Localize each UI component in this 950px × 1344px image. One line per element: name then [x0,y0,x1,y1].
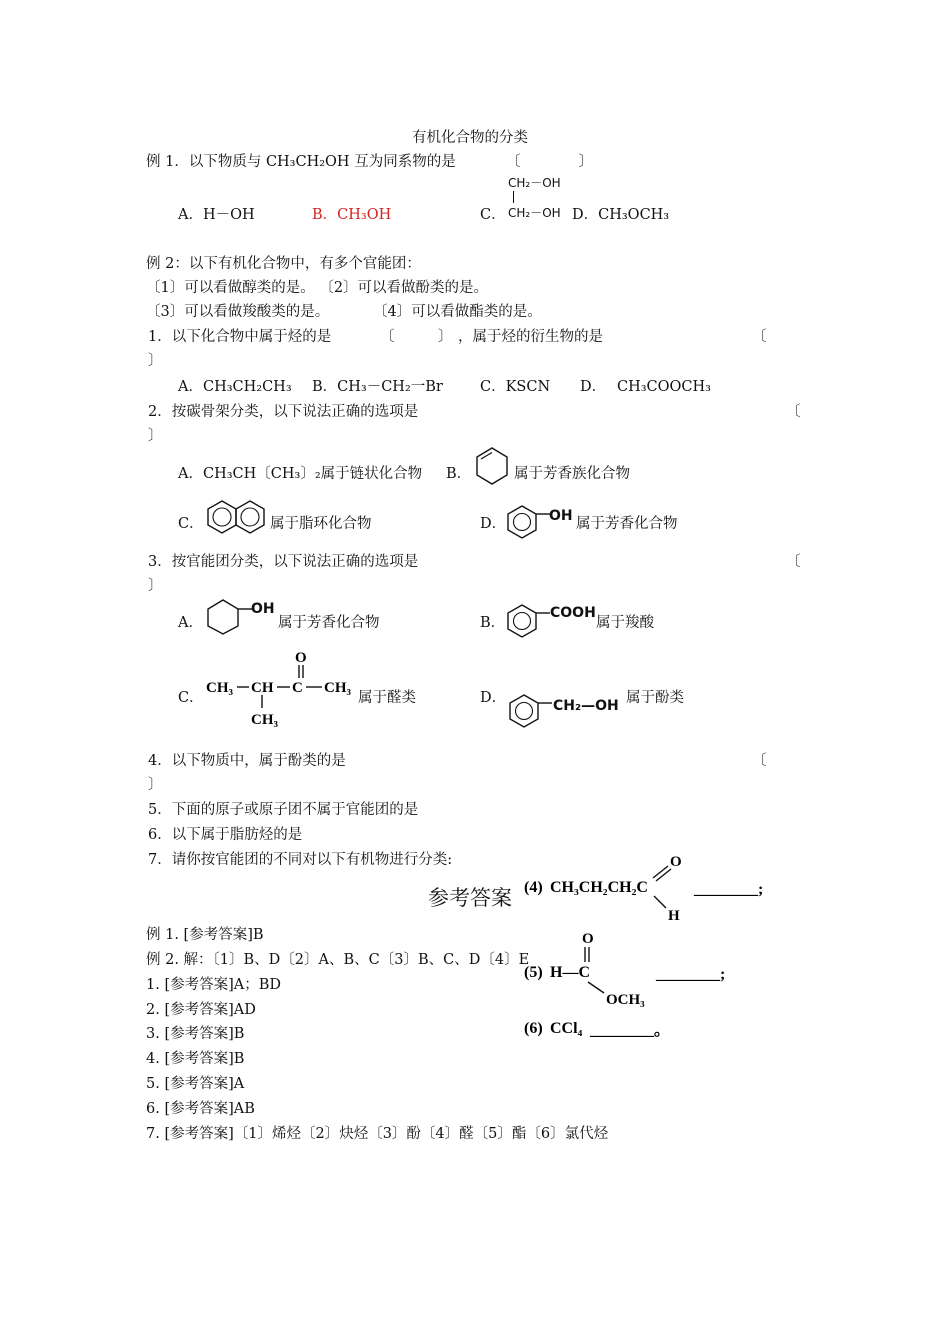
question-1-paren-open: 〔 [752,329,767,345]
butanone-structure [204,644,356,728]
butanone-ch: CH [251,680,274,696]
question-2-option-a: A．CH₃CH〔CH₃〕₂属于链状化合物 [178,466,423,482]
butanone-ch3-bottom: CH₃ [251,712,278,728]
question-4-paren-open: 〔 [752,753,767,769]
answer-6: 6. [参考答案]AB [146,1101,255,1117]
methyl-formate-structure [522,926,752,1012]
question-4-paren-close: 〕 [148,777,163,793]
item-5-och3: OCH₃ [606,992,645,1008]
benzoic-acid-structure [506,602,556,638]
example-1-option-c-line1: CH₂－OH [508,176,561,190]
question-3-option-b-text: 属于羧酸 [596,615,654,631]
question-5-stem: 5．下面的原子或原子团不属于官能团的是 [148,802,419,818]
question-1-option-b: B．CH₃－CH₂一Br [312,379,443,395]
example-1-option-b: B．CH₃OH [312,207,392,223]
butanone-c: C [292,680,303,696]
carbon-tetrachloride-item [522,1014,692,1044]
answer-3: 3. [参考答案]B [146,1026,245,1042]
question-2-option-d-text: 属于芳香化合物 [576,516,678,532]
item-5-label: (5) [524,964,543,981]
question-3-paren-close: 〕 [148,578,163,594]
butanal-structure [522,848,782,924]
question-3-option-a-text: 属于芳香化合物 [278,615,380,631]
question-3-option-d-letter: D． [480,690,507,706]
item-4-o: O [670,854,682,870]
question-1-option-d-formula: CH₃COOCH₃ [617,379,711,395]
question-3-option-a-letter: A． [178,615,203,631]
question-2-option-b-letter: B． [446,466,472,482]
item-5-o: O [582,931,594,947]
example-2-line-1: 〔1〕可以看做醇类的是。 〔2〕可以看做酚类的是。 [146,280,489,296]
example-2-line-2a: 〔3〕可以看做羧酸类的是。 [146,304,330,320]
question-4-stem: 4．以下物质中，属于酚类的是 [148,753,346,769]
question-3-option-d-group: CH₂—OH [553,698,619,714]
answer-1: 1. [参考答案]A；BD [146,977,282,993]
answer-5: 5. [参考答案]A [146,1076,245,1092]
example-1-paren: 〔 〕 [506,154,593,170]
question-1-option-d: D． [580,379,607,395]
question-7-stem: 7．请你按官能团的不同对以下有机物进行分类: [148,852,453,868]
question-2-option-d-group: OH [549,508,573,524]
item-6-formula: CCl₄ [550,1020,583,1037]
example-1-option-c-letter: C． [480,207,506,223]
question-2-option-c-letter: C． [178,516,204,532]
item-4-blank: ________; [694,881,764,898]
question-3-option-b-group: COOH [550,605,596,621]
example-1-option-c-line2: CH₂－OH [508,206,561,220]
question-1-option-c: C．KSCN [480,379,551,395]
item-4-h: H [668,908,680,924]
question-6-stem: 6．以下属于脂肪烃的是 [148,827,303,843]
page-title: 有机化合物的分类 [412,130,528,146]
question-3-option-c-letter: C． [178,690,204,706]
question-2-option-c-text: 属于脂环化合物 [270,516,372,532]
question-3-paren-open: 〔 [786,554,801,570]
benzyl-alcohol-structure [508,692,558,728]
example-1-stem: 例 1．以下物质与 CH₃CH₂OH 互为同系物的是 [146,154,456,170]
question-2-option-b-text: 属于芳香族化合物 [514,466,630,482]
naphthalene-structure [206,498,270,536]
question-1-stem: 1．以下化合物中属于烃的是 [148,329,332,345]
question-3-option-b-letter: B． [480,615,506,631]
example-2-line-2b: 〔4〕可以看做酯类的是。 [373,304,542,320]
butanone-ch3-left: CH₃ [206,680,233,696]
question-2-paren-open: 〔 [786,404,801,420]
answer-4: 4. [参考答案]B [146,1051,245,1067]
answer-2: 2. [参考答案]AD [146,1002,256,1018]
question-2-paren-close: 〕 [148,428,163,444]
example-1-option-d: D．CH₃OCH₃ [572,207,670,223]
answer-example-2: 例 2. 解：〔1〕B、D〔2〕A、B、C〔3〕B、C、D〔4〕E [146,952,530,968]
item-4-formula: CH₃CH₂CH₂C [550,879,648,896]
example-1-option-c-bond [513,191,514,203]
butanone-o: O [295,650,307,666]
item-5-hc: H—C [550,964,590,981]
cyclohexene-structure [474,446,510,486]
butanone-ch3-right: CH₃ [324,680,351,696]
item-6-label: (6) [524,1020,543,1037]
question-3-option-c-text: 属于醛类 [358,690,416,706]
example-2-stem: 例 2：以下有机化合物中，有多个官能团： [146,256,421,272]
question-2-option-d-letter: D． [480,516,507,532]
question-3-option-d-text: 属于酚类 [626,690,684,706]
example-1-option-a: A．H－OH [178,207,255,223]
question-1-paren-close: 〕 [148,353,163,369]
answer-7: 7. [参考答案]〔1〕烯烃〔2〕炔烃〔3〕酚〔4〕醛〔5〕酯〔6〕氯代烃 [146,1126,609,1142]
answers-heading: 参考答案 [428,886,512,910]
item-6-blank: ________。 [590,1022,671,1039]
answer-example-1: 例 1. [参考答案]B [146,927,264,943]
question-1-mid: ，属于烃的衍生物的是 [458,329,603,345]
item-4-label: (4) [524,879,543,896]
question-3-option-a-group: OH [251,601,275,617]
question-2-stem: 2．按碳骨架分类，以下说法正确的选项是 [148,404,419,420]
item-5-blank: ________; [656,966,726,983]
question-1-option-a: A．CH₃CH₂CH₃ [178,379,292,395]
question-3-stem: 3．按官能团分类，以下说法正确的选项是 [148,554,419,570]
question-1-paren: 〔 〕 [380,329,453,345]
